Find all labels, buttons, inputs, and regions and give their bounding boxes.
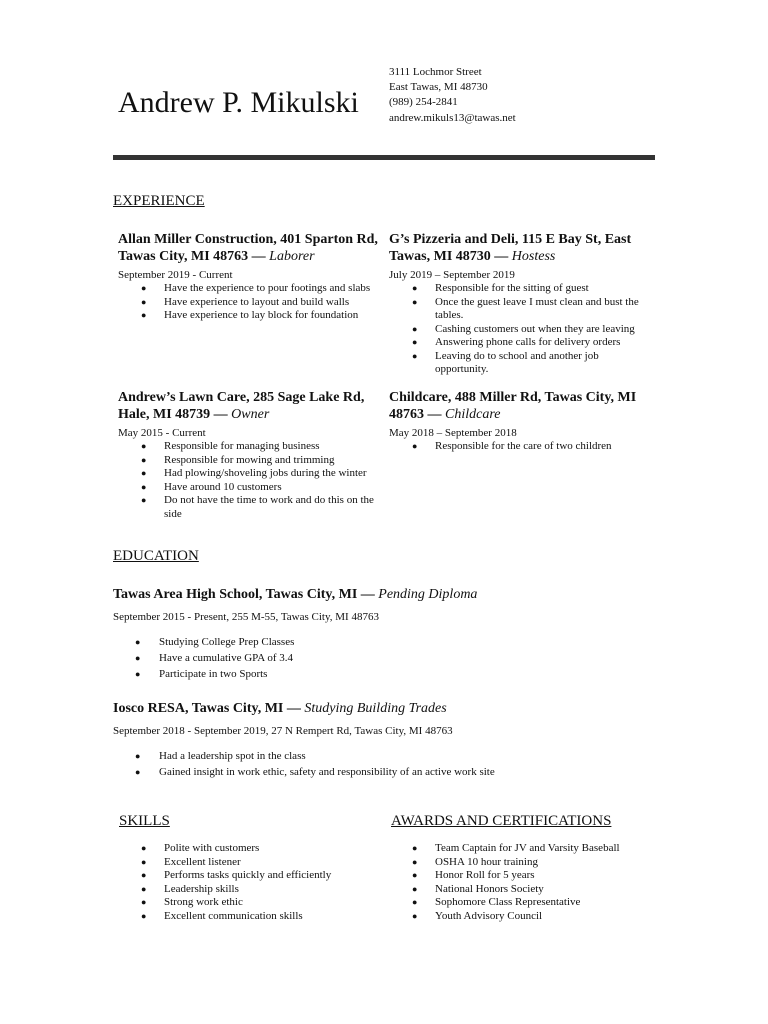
list-item: ● Performs tasks quickly and efficiently	[118, 869, 380, 883]
job-title: Andrew’s Lawn Care, 285 Sage Lake Rd, Hale, MI 48739 — Owner	[118, 390, 365, 422]
list-item: ● Answering phone calls for delivery orders	[389, 336, 651, 350]
list-item: ● Have experience to layout and build walls	[118, 296, 380, 310]
list-item: ● Have a cumulative GPA of 3.4	[113, 650, 477, 666]
list-item: ● Responsible for managing business	[118, 440, 380, 454]
list-item: ● Have around 10 customers	[118, 481, 380, 495]
skills-heading: SKILLS	[119, 813, 170, 829]
list-item: ● Responsible for the care of two children	[389, 440, 651, 454]
education-heading: EDUCATION	[113, 548, 199, 564]
contact-street: 3111 Lochmor Street	[389, 66, 482, 78]
list-item: ● Leadership skills	[118, 883, 380, 897]
list-item: ● Studying College Prep Classes	[113, 634, 477, 650]
list-item: ● Responsible for the sitting of guest	[389, 282, 651, 296]
job-role: Childcare	[445, 407, 501, 422]
school-bullets	[113, 634, 477, 682]
list-item: ● Participate in two Sports	[113, 666, 477, 682]
school-iosco-resa	[113, 700, 495, 780]
list-item: ● Once the guest leave I must clean and bust the tables.	[389, 296, 651, 323]
list-item: ● Have experience to lay block for foundation	[118, 309, 380, 323]
list-item: ● Excellent listener	[118, 856, 380, 870]
experience-heading: EXPERIENCE	[113, 193, 205, 209]
contact-email: andrew.mikuls13@tawas.net	[389, 111, 516, 124]
job-title: Allan Miller Construction, 401 Sparton Rd, Tawas City, MI 48763 — Laborer	[118, 232, 378, 264]
school-details: September 2015 - Present, 255 M-55, Tawas City, MI 48763	[113, 611, 379, 623]
list-item: ● Have the experience to pour footings and slabs	[118, 282, 380, 296]
contact-city: East Tawas, MI 48730	[389, 81, 488, 94]
list-item: ● Do not have the time to work and do this on the side	[118, 494, 380, 521]
job-title: G’s Pizzeria and Deli, 115 E Bay St, East Tawas, MI 48730 — Hostess	[389, 232, 632, 264]
school-details: September 2018 - September 2019, 27 N Rempert Rd, Tawas City, MI 48763	[113, 725, 453, 737]
job-duties	[389, 282, 651, 377]
list-item: ● Sophomore Class Representative	[389, 896, 651, 910]
contact-phone: (989) 254-2841	[389, 96, 458, 109]
job-duties	[118, 440, 380, 521]
job-childcare	[389, 389, 651, 454]
list-item: ● Polite with customers	[118, 842, 380, 856]
school-title: Tawas Area High School, Tawas City, MI — Pending Diploma	[113, 587, 478, 602]
job-dates: July 2019 – September 2019	[389, 269, 515, 281]
list-item: ● Team Captain for JV and Varsity Baseball	[389, 842, 651, 856]
school-status: Studying Building Trades	[304, 701, 447, 716]
job-gs-pizzeria	[389, 231, 651, 377]
contact-block	[389, 65, 516, 126]
job-duties	[118, 282, 380, 323]
list-item: ● Excellent communication skills	[118, 910, 380, 924]
list-item: ● Honor Roll for 5 years	[389, 869, 651, 883]
school-status: Pending Diploma	[378, 587, 478, 602]
awards-list	[389, 842, 651, 923]
job-dates: May 2015 - Current	[118, 427, 206, 439]
school-tawas-high	[113, 586, 477, 682]
school-bullets	[113, 748, 495, 780]
job-duties	[389, 440, 651, 454]
school-title: Iosco RESA, Tawas City, MI — Studying Building Trades	[113, 701, 447, 716]
list-item: ● Had a leadership spot in the class	[113, 748, 495, 764]
job-role: Hostess	[511, 249, 556, 264]
list-item: ● National Honors Society	[389, 883, 651, 897]
list-item: ● Gained insight in work ethic, safety and responsibility of an active work site	[113, 764, 495, 780]
list-item: ● Responsible for mowing and trimming	[118, 454, 380, 468]
list-item: ● Youth Advisory Council	[389, 910, 651, 924]
list-item: ● Leaving do to school and another job opportunity.	[389, 350, 651, 377]
list-item: ● Had plowing/shoveling jobs during the winter	[118, 467, 380, 481]
list-item: ● Cashing customers out when they are leaving	[389, 323, 651, 337]
list-item: ● Strong work ethic	[118, 896, 380, 910]
skills-list	[118, 842, 380, 923]
job-lawn-care	[118, 389, 380, 521]
resume-name: Andrew P. Mikulski	[118, 86, 359, 119]
job-dates: September 2019 - Current	[118, 269, 233, 281]
job-dates: May 2018 – September 2018	[389, 427, 517, 439]
list-item: ● OSHA 10 hour training	[389, 856, 651, 870]
job-allan-miller	[118, 231, 380, 323]
header-divider	[113, 155, 655, 160]
job-role: Owner	[231, 407, 270, 422]
awards-heading: AWARDS AND CERTIFICATIONS	[391, 813, 612, 829]
job-title: Childcare, 488 Miller Rd, Tawas City, MI 48763 — Childcare	[389, 390, 637, 422]
job-role: Laborer	[269, 249, 315, 264]
